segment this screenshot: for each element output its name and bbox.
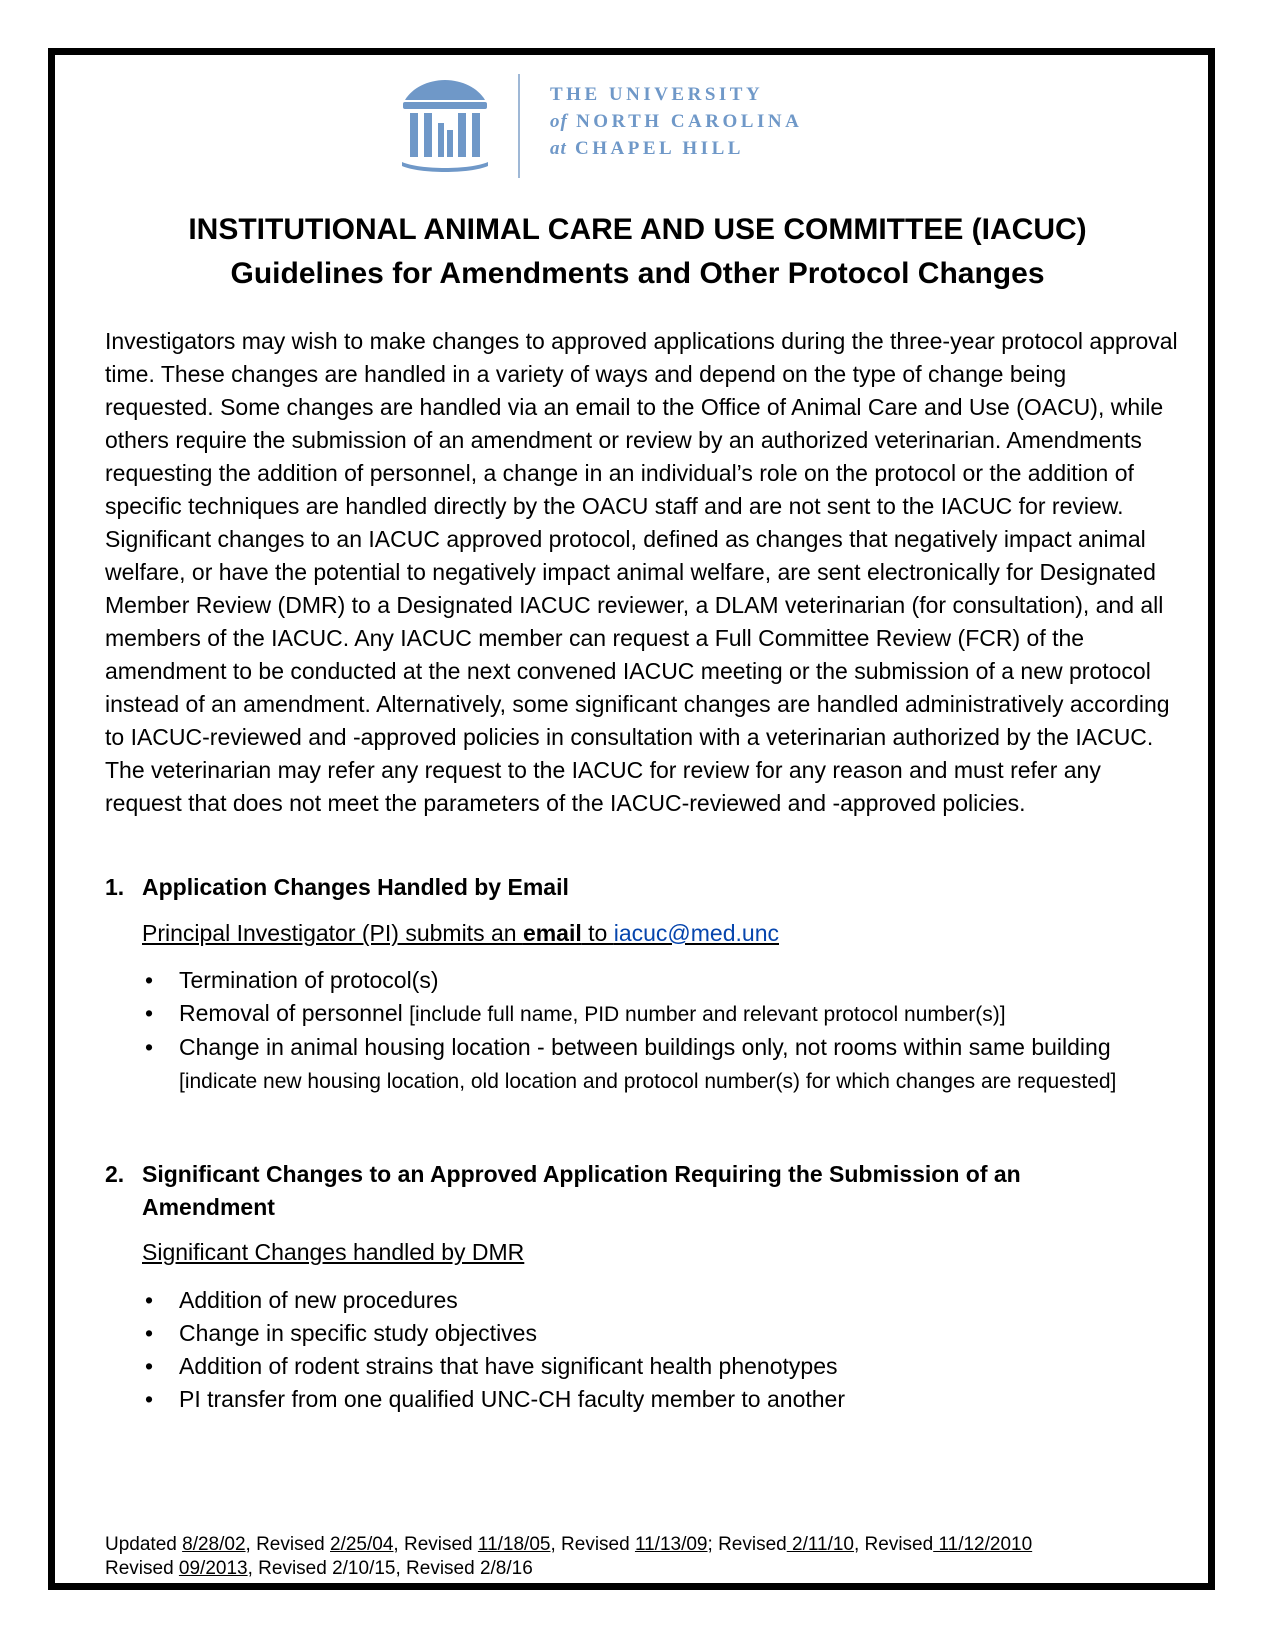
list-item: • Addition of new procedures	[105, 1284, 1175, 1317]
section-1-heading	[105, 871, 569, 904]
intro-paragraph: Investigators may wish to make changes to approved applications during the three-year protocol approval time. These changes are handled in a variety of ways and depend on the type of change being requested. Some changes are handled via an email to the Office of Animal Care and Use (OACU), while others require the submission of an amendment or review by an authorized veterinarian. Amendments requesting the addition of personnel, a change in an individual’s role on the protocol or the addition of specific techniques are handled directly by the OACU staff and are not sent to the IACUC for review. Significant changes to an IACUC approved protocol, defined as changes that negatively impact animal welfare, or have the potential to negatively impact animal welfare, are sent electronically for Designated Member Review (DMR) to a Designated IACUC reviewer, a DLAM veterinarian (for consultation), and all members of the IACUC. Any IACUC member can request a Full Committee Review (FCR) of the amendment to be conducted at the next convened IACUC meeting or the submission of a new protocol instead of an amendment. Alternatively, some significant changes are handled administratively according to IACUC-reviewed and -approved policies in consultation with a veterinarian authorized by the IACUC. The veterinarian may refer any request to the IACUC for review for any reason and must refer any request that does not meet the parameters of the IACUC-reviewed and -approved policies.	[105, 328, 1178, 816]
section-1-title: Application Changes Handled by Email	[142, 874, 569, 900]
document-title: INSTITUTIONAL ANIMAL CARE AND USE COMMITTEE (IACUC)	[188, 213, 1087, 246]
document-subtitle: Guidelines for Amendments and Other Protocol Changes	[230, 257, 1045, 290]
list-item: • Change in animal housing location - between buildings only, not rooms within same building [indicate new housing location, old location and protocol number(s) for which changes are requested]	[105, 1031, 1175, 1098]
section-1-number: 1.	[105, 874, 125, 900]
logo-text-line-3: at CHAPEL HILL	[550, 138, 744, 159]
section-2-title: Significant Changes to an Approved Application Requiring the Submission of an Amendment	[142, 1161, 1021, 1220]
logo-text-line-2: of NORTH CAROLINA	[550, 111, 803, 132]
section-1-list	[105, 964, 1175, 1098]
old-well-icon	[400, 78, 490, 173]
logo-text-line-1: THE UNIVERSITY	[550, 84, 764, 105]
list-item: • PI transfer from one qualified UNC-CH faculty member to another	[105, 1383, 1175, 1416]
section-2-list	[105, 1284, 1175, 1416]
section-2-subheading: Significant Changes handled by DMR	[142, 1239, 525, 1265]
list-item: • Termination of protocol(s)	[105, 964, 1175, 997]
revision-history: Updated 8/28/02, Revised 2/25/04, Revised 11/18/05, Revised 11/13/09; Revised 2/11/10, Revised 11/12/2010 Revised 09/2013, Revised 2/10/15, Revised 2/8/16	[105, 1534, 1033, 1579]
email-link[interactable]: iacuc@med.unc	[613, 920, 779, 946]
university-logo	[400, 72, 870, 182]
section-1-subheading: Principal Investigator (PI) submits an email to iacuc@med.unc	[142, 920, 779, 946]
logo-divider	[518, 74, 520, 178]
list-item: • Removal of personnel [include full name, PID number and relevant protocol number(s)]	[105, 997, 1175, 1031]
list-item: • Change in specific study objectives	[105, 1317, 1175, 1350]
section-2-number: 2.	[105, 1161, 125, 1187]
section-2-heading	[105, 1158, 1105, 1224]
list-item: • Addition of rodent strains that have significant health phenotypes	[105, 1350, 1175, 1383]
